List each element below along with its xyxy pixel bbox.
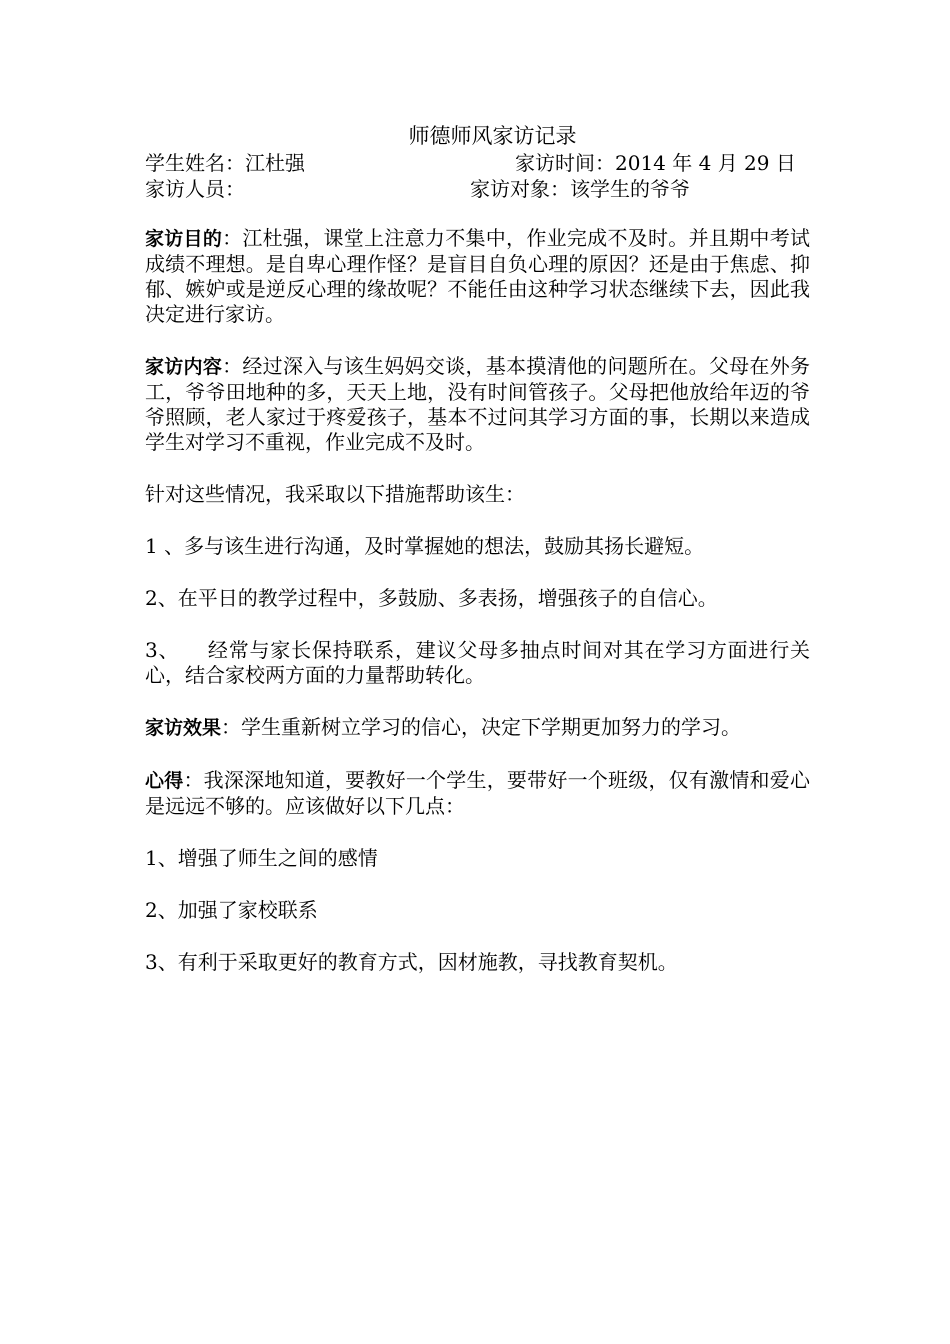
content-text: ：经过深入与该生妈妈交谈，基本摸清他的问题所在。父母在外务工，爷爷田地种的多，天天上地，没有时间管孩子。父母把他放给年迈的爷爷照顾，老人家过于疼爱孩子，基本不过问其学习方面的事，长期以来造成学生对学习不重视，作业完成不及时。 <box>145 354 810 454</box>
measure-text: 在平日的教学过程中，多鼓励、多表扬，增强孩子的自信心。 <box>177 586 718 610</box>
purpose-label: 家访目的 <box>145 228 223 250</box>
target-label: 家访对象： <box>470 177 570 201</box>
purpose-text: ：江杜强，课堂上注意力不集中，作业完成不及时。并且期中考试成绩不理想。是自卑心理作怪？是盲目自负心理的原因？还是由于焦虑、抑郁、嫉妒或是逆反心理的缘故呢？不能任由这种学习状态继续下去，因此我决定进行家访。 <box>145 226 810 326</box>
measure-number: 2、 <box>145 586 178 610</box>
effect-text: ：学生重新树立学习的信心，决定下学期更加努力的学习。 <box>221 715 742 739</box>
measure-number: 3、 <box>145 638 208 662</box>
student-field <box>145 150 305 176</box>
measure-item-3 <box>145 638 810 688</box>
document-title: 师德师风家访记录 <box>408 124 577 148</box>
reflection-paragraph <box>145 768 810 819</box>
purpose-paragraph <box>145 226 810 327</box>
point-item-2: 2、加强了家校联系 <box>145 898 318 922</box>
reflection-label: 心得 <box>145 770 184 792</box>
time-value: 2014 年 4 月 29 日 <box>615 151 796 175</box>
effect-paragraph <box>145 715 810 741</box>
measure-item-1 <box>145 534 810 559</box>
time-field <box>515 150 796 176</box>
target-value: 该学生的爷爷 <box>570 177 690 201</box>
meta-row-1 <box>145 150 810 176</box>
measure-number: 1 、 <box>145 534 185 558</box>
measure-text: 经常与家长保持联系，建议父母多抽点时间对其在学习方面进行关心，结合家校两方面的力量帮助转化。 <box>145 638 811 687</box>
point-item-1: 1、增强了师生之间的感情 <box>145 846 378 870</box>
reflection-text: ：我深深地知道，要教好一个学生，要带好一个班级，仅有激情和爱心是远远不够的。应该做好以下几点： <box>145 768 810 818</box>
effect-label: 家访效果 <box>145 717 222 739</box>
measures-intro: 针对这些情况，我采取以下措施帮助该生： <box>145 482 525 506</box>
student-label: 学生姓名： <box>145 151 245 175</box>
meta-row-2 <box>145 176 810 202</box>
target-field <box>470 176 690 202</box>
content-paragraph <box>145 354 810 455</box>
point-item-3: 3、有利于采取更好的教育方式，因材施教，寻找教育契机。 <box>145 950 678 974</box>
visitor-field <box>145 176 245 202</box>
measure-item-2 <box>145 586 810 611</box>
visitor-label: 家访人员： <box>145 177 245 201</box>
time-label: 家访时间： <box>515 151 615 175</box>
document-page <box>145 122 810 975</box>
measure-text: 多与该生进行沟通，及时掌握她的想法，鼓励其扬长避短。 <box>184 534 705 558</box>
student-name: 江杜强 <box>245 151 305 175</box>
content-label: 家访内容 <box>145 356 223 378</box>
